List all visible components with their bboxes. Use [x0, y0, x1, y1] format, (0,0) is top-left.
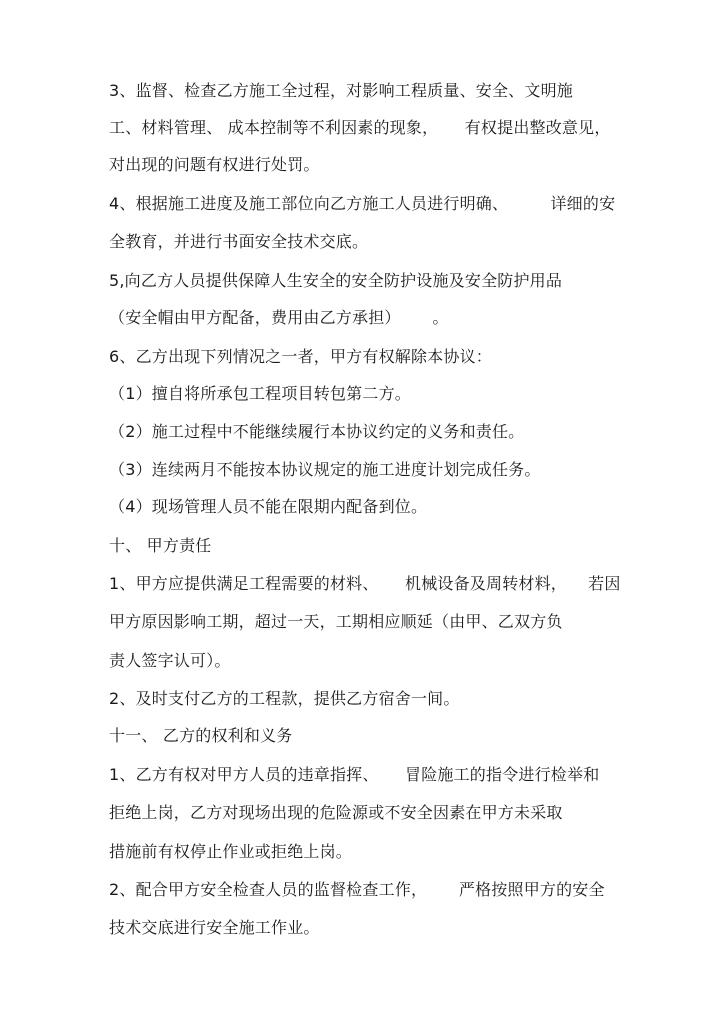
text-line: （4）现场管理人员不能在限期内配备到位。 — [109, 497, 428, 516]
text-line: 工、材料管理、 成本控制等不利因素的现象， 有权提出整改意见， — [109, 118, 611, 137]
text-line: 措施前有权停止作业或拒绝上岗。 — [109, 842, 353, 861]
text-line: 2、及时支付乙方的工程款，提供乙方宿舍一间。 — [109, 689, 460, 708]
text-line: 1、甲方应提供满足工程需要的材料、 机械设备及周转材料， 若因 — [109, 574, 621, 593]
text-line: 2、配合甲方安全检查人员的监督检查工作， 严格按照甲方的安全 — [109, 880, 605, 899]
text-line: 6、乙方出现下列情况之一者，甲方有权解除本协议： — [109, 347, 492, 366]
text-line: 技术交底进行安全施工作业。 — [109, 918, 320, 937]
text-line: （3）连续两月不能按本协议规定的施工进度计划完成任务。 — [109, 460, 541, 479]
text-line: （安全帽由甲方配备，费用由乙方承担） 。 — [109, 308, 449, 327]
text-line: 3、监督、检查乙方施工全过程，对影响工程质量、安全、文明施 — [109, 81, 573, 100]
text-line: （2）施工过程中不能继续履行本协议约定的义务和责任。 — [109, 422, 525, 441]
text-line: 责人签字认可）。 — [109, 651, 231, 670]
text-line: 5,向乙方人员提供保障人生安全的安全防护设施及安全防护用品 — [109, 271, 563, 290]
text-line: 全教育，并进行书面安全技术交底。 — [109, 232, 369, 251]
text-line: 对出现的问题有权进行处罚。 — [109, 155, 320, 174]
text-line: 4、根据施工进度及施工部位向乙方施工人员进行明确、 详细的安 — [109, 194, 616, 213]
section-heading: 十一、 乙方的权利和义务 — [109, 726, 293, 745]
section-heading: 十、 甲方责任 — [109, 536, 212, 555]
text-line: 拒绝上岗，乙方对现场出现的危险源或不安全因素在甲方未采取 — [109, 803, 563, 822]
text-line: 1、乙方有权对甲方人员的违章指挥、 冒险施工的指令进行检举和 — [109, 765, 600, 784]
text-line: （1）擅自将所承包工程项目转包第二方。 — [109, 384, 411, 403]
text-line: 甲方原因影响工期，超过一天，工期相应顺延（由甲、乙双方负 — [109, 612, 563, 631]
